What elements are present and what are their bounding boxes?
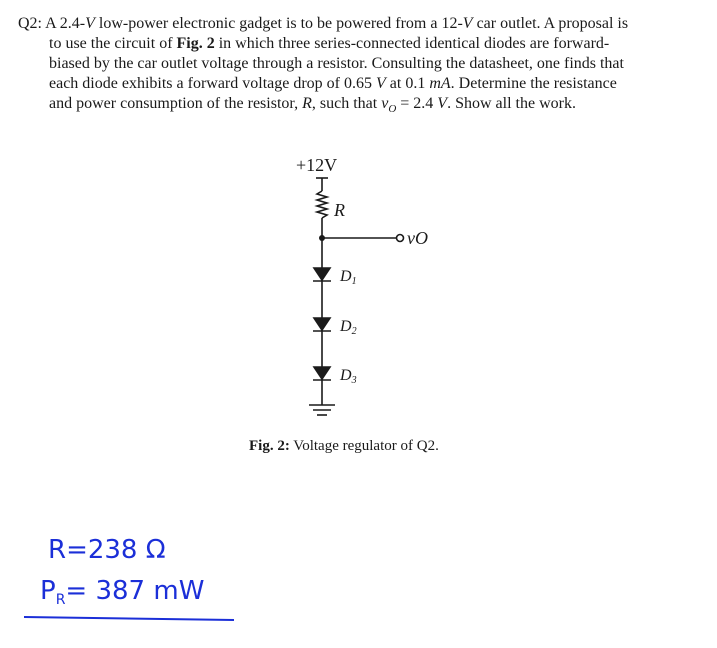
answer-power: PR= 387 mW	[40, 576, 205, 608]
diode-d2-label: D2	[340, 318, 357, 337]
diode-d1-label: D1	[340, 268, 357, 287]
figure-caption: Fig. 2: Voltage regulator of Q2.	[249, 438, 439, 454]
answer-underline	[24, 617, 234, 620]
resistor-label: R	[334, 200, 345, 220]
question-line-1: Q2: A 2.4-V low-power electronic gadget is to be powered from a 12-V car outlet. A proposal is	[18, 15, 629, 32]
output-label: vO	[407, 228, 428, 248]
answer-resistance: R=238 Ω	[48, 535, 166, 565]
question-line-4: each diode exhibits a forward voltage drop of 0.65 V at 0.1 mA. Determine the resistance	[49, 75, 617, 92]
question-line-2: to use the circuit of Fig. 2 in which three series-connected identical diodes are forward-	[49, 35, 610, 52]
diode-d3-label: D3	[340, 367, 357, 386]
question-line-5: and power consumption of the resistor, R, such that $v_O = 2.4$ V. Show all the work.	[49, 95, 576, 116]
question-line-3: biased by the car outlet voltage through a resistor. Consulting the datasheet, one finds that	[49, 55, 624, 72]
supply-label: +12V	[296, 155, 338, 175]
